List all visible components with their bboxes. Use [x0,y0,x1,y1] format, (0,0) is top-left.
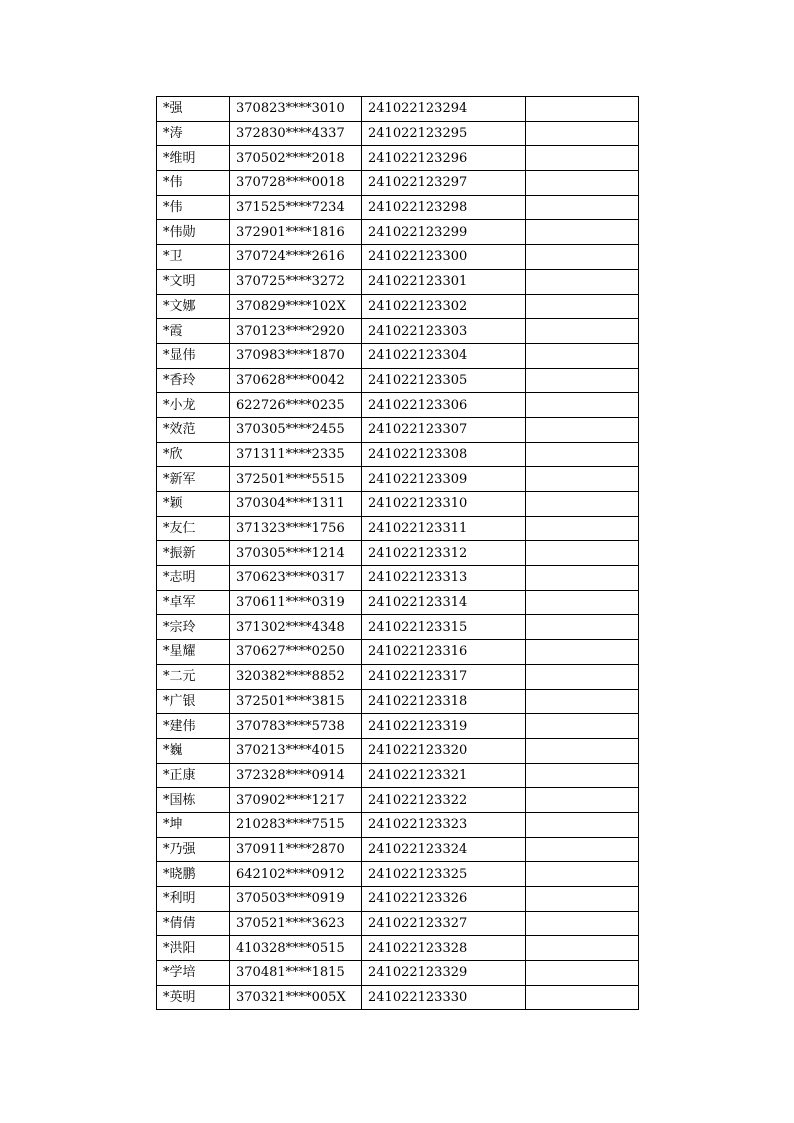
serial-number-cell: 241022123315 [362,615,526,640]
name-cell: *欣 [157,442,230,467]
id-number-cell: 210283****7515 [230,812,362,837]
table-row [157,121,639,146]
serial-number-cell: 241022123319 [362,714,526,739]
table-row [157,541,639,566]
id-number-cell: 371311****2335 [230,442,362,467]
serial-number-cell: 241022123310 [362,492,526,517]
name-cell: *香玲 [157,368,230,393]
serial-number-cell: 241022123307 [362,417,526,442]
serial-number-cell: 241022123309 [362,467,526,492]
id-number-cell: 370902****1217 [230,788,362,813]
note-cell [526,171,639,196]
name-cell: *广银 [157,689,230,714]
serial-number-cell: 241022123330 [362,985,526,1010]
serial-number-cell: 241022123326 [362,887,526,912]
serial-number-cell: 241022123298 [362,195,526,220]
note-cell [526,812,639,837]
name-cell: *宗玲 [157,615,230,640]
table-row [157,936,639,961]
id-number-cell: 370304****1311 [230,492,362,517]
id-number-cell: 370628****0042 [230,368,362,393]
serial-number-cell: 241022123299 [362,220,526,245]
id-number-cell: 370123****2920 [230,319,362,344]
serial-number-cell: 241022123327 [362,911,526,936]
serial-number-cell: 241022123314 [362,590,526,615]
serial-number-cell: 241022123301 [362,269,526,294]
name-cell: *建伟 [157,714,230,739]
serial-number-cell: 241022123308 [362,442,526,467]
table-row [157,714,639,739]
table-row [157,195,639,220]
serial-number-cell: 241022123294 [362,97,526,122]
id-number-cell: 370521****3623 [230,911,362,936]
name-cell: *卓军 [157,590,230,615]
table-row [157,368,639,393]
note-cell [526,269,639,294]
table-row [157,615,639,640]
table-row [157,911,639,936]
note-cell [526,640,639,665]
id-number-cell: 372328****0914 [230,763,362,788]
id-number-cell: 371323****1756 [230,516,362,541]
id-number-cell: 370728****0018 [230,171,362,196]
id-number-cell: 370823****3010 [230,97,362,122]
id-number-cell: 320382****8852 [230,664,362,689]
note-cell [526,393,639,418]
serial-number-cell: 241022123318 [362,689,526,714]
name-cell: *洪阳 [157,936,230,961]
table-row [157,837,639,862]
name-cell: *新军 [157,467,230,492]
table-row [157,590,639,615]
serial-number-cell: 241022123312 [362,541,526,566]
name-cell: *坤 [157,812,230,837]
note-cell [526,417,639,442]
id-number-cell: 370627****0250 [230,640,362,665]
name-cell: *伟勋 [157,220,230,245]
id-number-cell: 410328****0515 [230,936,362,961]
id-number-cell: 370213****4015 [230,738,362,763]
id-number-cell: 372901****1816 [230,220,362,245]
id-number-cell: 372501****5515 [230,467,362,492]
note-cell [526,541,639,566]
name-cell: *显伟 [157,343,230,368]
name-cell: *涛 [157,121,230,146]
note-cell [526,343,639,368]
note-cell [526,195,639,220]
serial-number-cell: 241022123306 [362,393,526,418]
name-cell: *振新 [157,541,230,566]
id-number-cell: 370911****2870 [230,837,362,862]
id-number-cell: 370829****102X [230,294,362,319]
note-cell [526,615,639,640]
id-number-cell: 370724****2616 [230,245,362,270]
name-cell: *英明 [157,985,230,1010]
note-cell [526,319,639,344]
table-row [157,417,639,442]
serial-number-cell: 241022123311 [362,516,526,541]
note-cell [526,664,639,689]
name-cell: *晓鹏 [157,862,230,887]
name-cell: *文娜 [157,294,230,319]
note-cell [526,121,639,146]
table-row [157,640,639,665]
table-row [157,516,639,541]
note-cell [526,97,639,122]
name-cell: *友仁 [157,516,230,541]
note-cell [526,492,639,517]
table-row [157,393,639,418]
id-number-cell: 371302****4348 [230,615,362,640]
serial-number-cell: 241022123317 [362,664,526,689]
table-row [157,171,639,196]
name-cell: *效范 [157,417,230,442]
name-cell: *文明 [157,269,230,294]
note-cell [526,368,639,393]
name-cell: *维明 [157,146,230,171]
table-row [157,788,639,813]
note-cell [526,911,639,936]
name-cell: *星耀 [157,640,230,665]
roster-table [156,96,639,1010]
name-cell: *国栋 [157,788,230,813]
id-number-cell: 370983****1870 [230,343,362,368]
table-row [157,689,639,714]
serial-number-cell: 241022123325 [362,862,526,887]
name-cell: *小龙 [157,393,230,418]
serial-number-cell: 241022123300 [362,245,526,270]
name-cell: *巍 [157,738,230,763]
serial-number-cell: 241022123304 [362,343,526,368]
note-cell [526,862,639,887]
table-row [157,467,639,492]
name-cell: *利明 [157,887,230,912]
name-cell: *二元 [157,664,230,689]
note-cell [526,220,639,245]
id-number-cell: 372830****4337 [230,121,362,146]
note-cell [526,146,639,171]
serial-number-cell: 241022123323 [362,812,526,837]
id-number-cell: 370305****2455 [230,417,362,442]
serial-number-cell: 241022123303 [362,319,526,344]
note-cell [526,738,639,763]
table-row [157,319,639,344]
note-cell [526,566,639,591]
id-number-cell: 642102****0912 [230,862,362,887]
serial-number-cell: 241022123321 [362,763,526,788]
name-cell: *正康 [157,763,230,788]
serial-number-cell: 241022123322 [362,788,526,813]
serial-number-cell: 241022123320 [362,738,526,763]
note-cell [526,516,639,541]
table-row [157,269,639,294]
table-row [157,887,639,912]
id-number-cell: 370623****0317 [230,566,362,591]
note-cell [526,936,639,961]
serial-number-cell: 241022123329 [362,961,526,986]
id-number-cell: 370783****5738 [230,714,362,739]
note-cell [526,763,639,788]
name-cell: *颖 [157,492,230,517]
serial-number-cell: 241022123305 [362,368,526,393]
table-row [157,294,639,319]
note-cell [526,294,639,319]
note-cell [526,245,639,270]
id-number-cell: 622726****0235 [230,393,362,418]
table-row [157,812,639,837]
note-cell [526,985,639,1010]
name-cell: *志明 [157,566,230,591]
name-cell: *伟 [157,195,230,220]
name-cell: *倩倩 [157,911,230,936]
id-number-cell: 370611****0319 [230,590,362,615]
table-row [157,862,639,887]
name-cell: *学培 [157,961,230,986]
note-cell [526,788,639,813]
name-cell: *伟 [157,171,230,196]
note-cell [526,467,639,492]
table-row [157,566,639,591]
name-cell: *霞 [157,319,230,344]
serial-number-cell: 241022123297 [362,171,526,196]
serial-number-cell: 241022123295 [362,121,526,146]
id-number-cell: 370725****3272 [230,269,362,294]
serial-number-cell: 241022123328 [362,936,526,961]
serial-number-cell: 241022123302 [362,294,526,319]
table-row [157,442,639,467]
name-cell: *强 [157,97,230,122]
table-row [157,738,639,763]
serial-number-cell: 241022123324 [362,837,526,862]
name-cell: *乃强 [157,837,230,862]
serial-number-cell: 241022123296 [362,146,526,171]
serial-number-cell: 241022123316 [362,640,526,665]
note-cell [526,961,639,986]
table-row [157,961,639,986]
note-cell [526,442,639,467]
id-number-cell: 370481****1815 [230,961,362,986]
table-row [157,763,639,788]
table-row [157,492,639,517]
id-number-cell: 372501****3815 [230,689,362,714]
id-number-cell: 370502****2018 [230,146,362,171]
table-row [157,220,639,245]
table-row [157,245,639,270]
id-number-cell: 370503****0919 [230,887,362,912]
id-number-cell: 370321****005X [230,985,362,1010]
id-number-cell: 371525****7234 [230,195,362,220]
note-cell [526,590,639,615]
table-row [157,146,639,171]
serial-number-cell: 241022123313 [362,566,526,591]
name-cell: *卫 [157,245,230,270]
table-row [157,985,639,1010]
table-row [157,343,639,368]
note-cell [526,887,639,912]
note-cell [526,837,639,862]
table-row [157,664,639,689]
table-row [157,97,639,122]
id-number-cell: 370305****1214 [230,541,362,566]
note-cell [526,714,639,739]
roster-table-body [157,97,639,1010]
note-cell [526,689,639,714]
